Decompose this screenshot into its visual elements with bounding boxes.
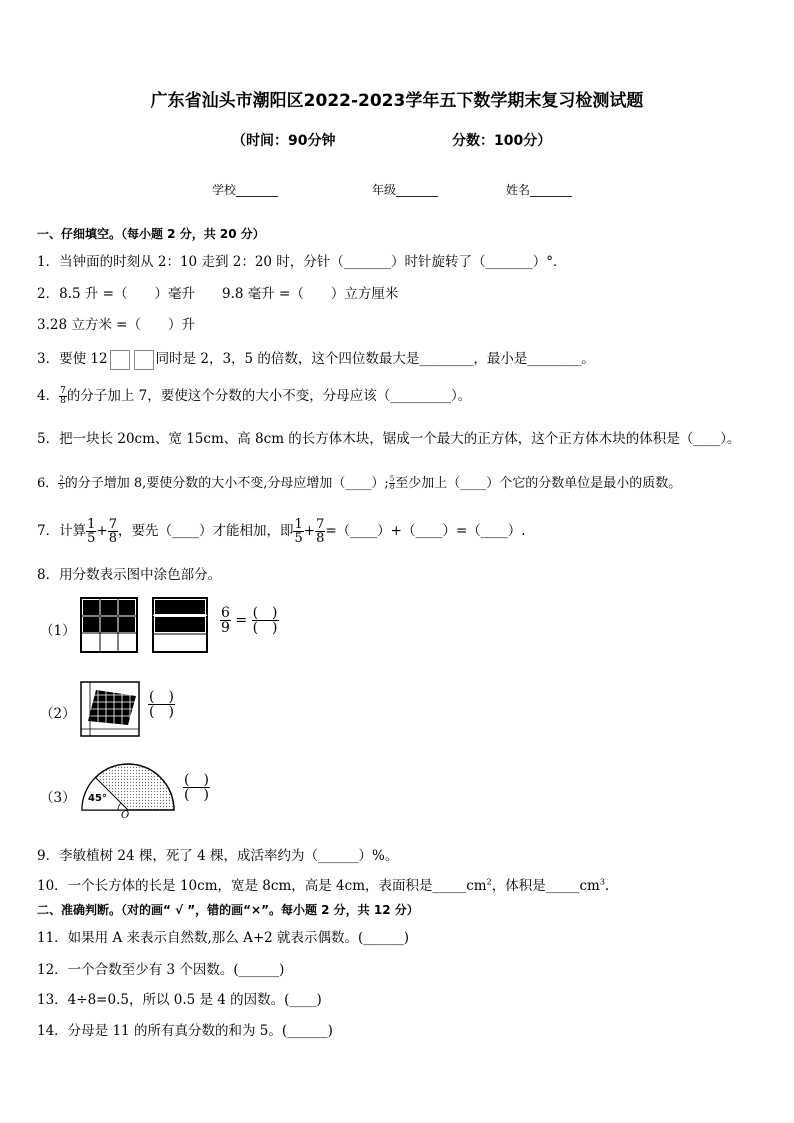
- numerator: 5: [389, 475, 395, 483]
- question-14: 14．分母是 11 的所有真分数的和为 5。(______): [37, 1023, 333, 1039]
- fraction: [108, 518, 118, 545]
- blank-box: [134, 350, 154, 370]
- numerator: 7: [108, 517, 117, 532]
- question-10-middle: ，体积是_____cm: [491, 878, 600, 894]
- name-field: 姓名_______: [506, 183, 573, 197]
- answer-fraction: [252, 606, 279, 635]
- section-2-heading: 二、准确判断。（对的画“ √ ”，错的画“×”。每小题 2 分，共 12 分）: [37, 903, 419, 917]
- fraction: [59, 387, 67, 406]
- bar-figure-1: [152, 597, 208, 653]
- denominator: 8: [389, 483, 395, 491]
- question-1: 1．当钟面的时刻从 2：10 走到 2：20 时，分针（_______）时针旋转了（_______）°．: [37, 254, 567, 270]
- numerator: 7: [60, 386, 66, 396]
- grade-field: 年级_______: [372, 183, 439, 197]
- q8-part1-answer: [220, 606, 279, 635]
- fraction: [220, 606, 231, 635]
- section-1-heading: 一、仔细填空。（每小题 2 分，共 20 分）: [37, 227, 265, 241]
- plus-sign: +: [303, 523, 316, 539]
- question-3-prefix: 3．要使 12: [37, 351, 108, 367]
- numerator: 6: [221, 605, 230, 621]
- answer-denominator: ( ): [149, 704, 174, 720]
- superscript: 3: [599, 877, 605, 887]
- numerator: 1: [87, 517, 96, 532]
- q8-part3-answer: [183, 773, 210, 802]
- question-3: [37, 347, 595, 370]
- q8-part3-label: （3）: [40, 790, 76, 806]
- question-6-suffix: 至少加上（____）个它的分数单位是最小的质数。: [395, 476, 682, 491]
- q8-part2-answer: [148, 690, 175, 719]
- question-7-prefix: 7．计算: [37, 523, 87, 539]
- question-7: [37, 518, 526, 545]
- question-4-suffix: 的分子加上 7，要使这个分数的大小不变，分母应该（_________）。: [66, 388, 472, 404]
- q8-part1-label: （1）: [40, 623, 76, 639]
- denominator: 9: [221, 620, 230, 636]
- denominator: 5: [87, 531, 96, 546]
- equals-sign: =: [235, 612, 248, 629]
- fraction: [315, 518, 325, 545]
- answer-numerator: ( ): [252, 605, 278, 621]
- blank-box: [110, 350, 130, 370]
- grid-figure-1: [80, 597, 138, 653]
- fraction: [86, 518, 96, 545]
- total-score: 分数：100分）: [452, 133, 552, 149]
- question-4: [37, 384, 471, 406]
- grid-figure-2: [80, 681, 140, 737]
- denominator: 5: [59, 483, 64, 491]
- question-6-prefix: 6．: [37, 476, 59, 491]
- question-2b: 3.28 立方米 =（ ）升: [37, 317, 195, 333]
- semicircle-figure: [78, 760, 182, 822]
- school-field: 学校_______: [212, 183, 279, 197]
- question-10-prefix: 10．一个长方体的长是 10cm，宽是 8cm，高是 4cm，表面积是_____cm: [37, 878, 487, 894]
- question-10: [37, 874, 609, 894]
- center-label: O: [121, 810, 130, 821]
- question-9: 9．李敏植树 24 棵，死了 4 棵，成活率约为（______）%。: [37, 848, 399, 864]
- question-11: 11．如果用 A 来表示自然数,那么 A+2 就表示偶数。(______): [37, 930, 410, 946]
- plus-sign: +: [96, 523, 108, 539]
- question-3-suffix: 同时是 2，3，5 的倍数，这个四位数最大是________，最小是________。: [155, 351, 595, 367]
- question-2a: 2．8.5 升 =（ ）毫升 9.8 毫升 =（ ）立方厘米: [37, 286, 399, 302]
- answer-denominator: ( ): [252, 620, 278, 636]
- answer-numerator: ( ): [184, 772, 209, 788]
- answer-fraction: [148, 690, 175, 719]
- angle-label: 45°: [88, 793, 107, 804]
- numerator: 2: [59, 475, 64, 483]
- q8-part2-label: （2）: [40, 706, 76, 722]
- question-6: [37, 472, 681, 491]
- answer-denominator: ( ): [184, 787, 209, 803]
- denominator: 8: [108, 531, 117, 546]
- denominator: 5: [294, 531, 303, 546]
- numerator: 1: [294, 517, 303, 532]
- answer-numerator: ( ): [149, 689, 174, 705]
- question-7-suffix: =（____）+（____）=（____）.: [325, 523, 526, 539]
- question-8-stem: 8．用分数表示图中涂色部分。: [37, 567, 222, 583]
- question-4-prefix: 4．: [37, 388, 60, 404]
- superscript: 2: [486, 877, 492, 887]
- question-6-middle: 的分子增加 8,要使分数的大小不变,分母应增加（____）;: [64, 476, 389, 491]
- page-title: 广东省汕头市潮阳区2022-2023学年五下数学期末复习检测试题: [150, 91, 644, 111]
- question-10-end: .: [604, 878, 610, 894]
- numerator: 7: [316, 517, 325, 532]
- question-12: 12．一个合数至少有 3 个因数。(______): [37, 962, 285, 978]
- denominator: 8: [60, 396, 66, 406]
- question-13: 13．4÷8=0.5，所以 0.5 是 4 的因数。(____): [37, 992, 322, 1008]
- denominator: 8: [316, 531, 325, 546]
- time-limit: （时间：90分钟: [232, 133, 336, 149]
- fraction: [293, 518, 303, 545]
- answer-fraction: [183, 773, 210, 802]
- question-7-middle: ，要先（____）才能相加，即: [117, 523, 294, 539]
- question-5: 5．把一块长 20cm、宽 15cm、高 8cm 的长方体木块，锯成一个最大的正方体，这个正方体木块的体积是（____）。: [37, 431, 741, 447]
